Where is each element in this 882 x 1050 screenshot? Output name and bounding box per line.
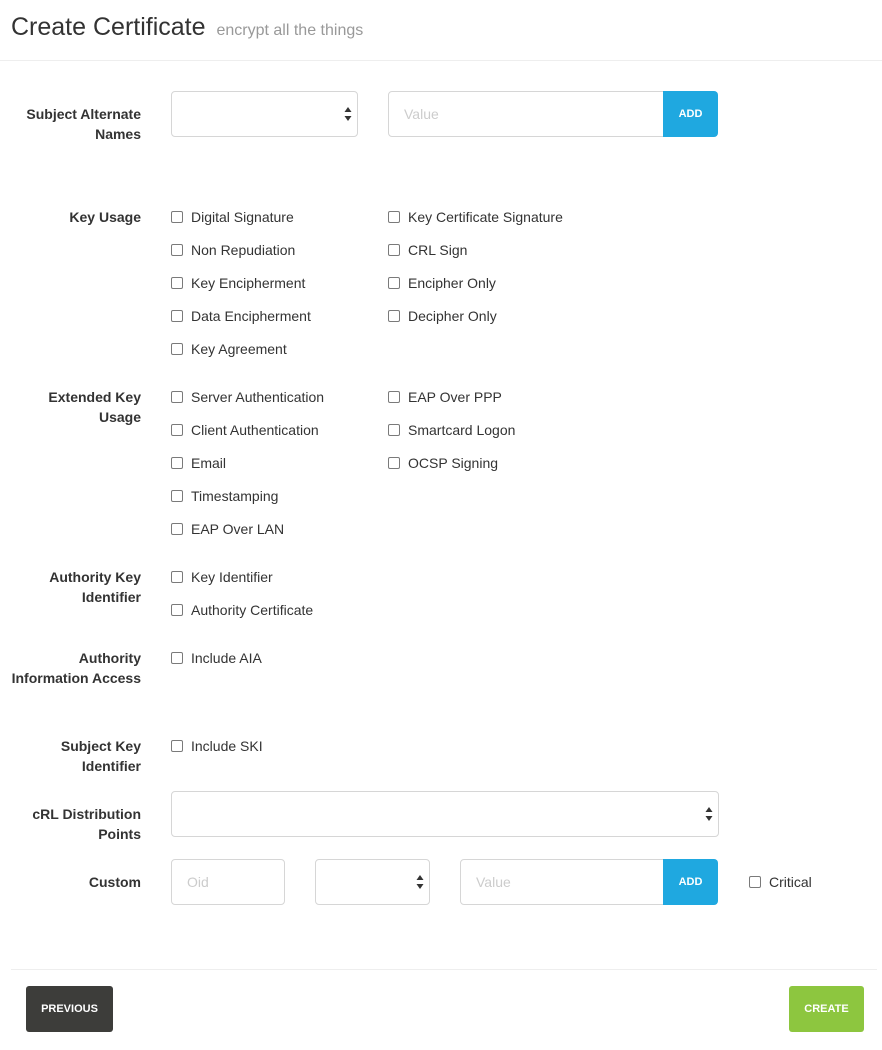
- ku-digital-signature-checkbox[interactable]: Digital Signature: [171, 207, 294, 227]
- aki-authority-certificate-checkbox[interactable]: Authority Certificate: [171, 600, 313, 620]
- eku-eap-over-lan-checkbox[interactable]: EAP Over LAN: [171, 519, 284, 539]
- aki-key-identifier-checkbox[interactable]: Key Identifier: [171, 567, 273, 587]
- ku-decipher-only-checkbox[interactable]: Decipher Only: [388, 306, 497, 326]
- san-type-select[interactable]: [171, 91, 358, 137]
- ku-key-agreement-checkbox[interactable]: Key Agreement: [171, 339, 287, 359]
- create-button[interactable]: CREATE: [789, 986, 864, 1032]
- custom-oid-input[interactable]: Oid: [171, 859, 285, 905]
- page-subtitle: encrypt all the things: [216, 22, 364, 39]
- crl-distribution-points-select[interactable]: [171, 791, 719, 837]
- checkbox-icon[interactable]: [388, 310, 400, 322]
- authority-key-identifier-label: Authority Key Identifier: [49, 569, 141, 605]
- ski-include-checkbox[interactable]: Include SKI: [171, 736, 263, 756]
- custom-value-input[interactable]: Value: [460, 859, 664, 905]
- checkbox-icon[interactable]: [171, 652, 183, 664]
- eku-eap-over-ppp-checkbox[interactable]: EAP Over PPP: [388, 387, 502, 407]
- checkbox-icon[interactable]: [171, 244, 183, 256]
- ku-key-encipherment-checkbox[interactable]: Key Encipherment: [171, 273, 305, 293]
- checkbox-icon[interactable]: [171, 277, 183, 289]
- page-title: [11, 13, 363, 42]
- custom-type-select[interactable]: [315, 859, 430, 905]
- ku-key-cert-sign-checkbox[interactable]: Key Certificate Signature: [388, 207, 563, 227]
- checkbox-icon[interactable]: [388, 211, 400, 223]
- custom-label: Custom: [88, 874, 141, 890]
- custom-critical-checkbox[interactable]: Critical: [749, 872, 812, 892]
- eku-server-auth-checkbox[interactable]: Server Authentication: [171, 387, 324, 407]
- eku-ocsp-signing-checkbox[interactable]: OCSP Signing: [388, 453, 498, 473]
- select-arrows-icon: [416, 874, 424, 890]
- checkbox-icon[interactable]: [171, 490, 183, 502]
- checkbox-icon[interactable]: [171, 523, 183, 535]
- checkbox-icon[interactable]: [171, 457, 183, 469]
- checkbox-icon[interactable]: [171, 310, 183, 322]
- ku-non-repudiation-checkbox[interactable]: Non Repudiation: [171, 240, 295, 260]
- ku-crl-sign-checkbox[interactable]: CRL Sign: [388, 240, 467, 260]
- select-arrows-icon: [705, 806, 713, 822]
- ku-encipher-only-checkbox[interactable]: Encipher Only: [388, 273, 496, 293]
- key-usage-label: Key Usage: [69, 209, 141, 225]
- checkbox-icon[interactable]: [388, 424, 400, 436]
- checkbox-icon[interactable]: [749, 876, 761, 888]
- page-header: [0, 0, 882, 61]
- crl-distribution-points-label: cRL Distribution Points: [32, 806, 141, 842]
- ku-data-encipherment-checkbox[interactable]: Data Encipherment: [171, 306, 311, 326]
- checkbox-icon[interactable]: [388, 277, 400, 289]
- footer-divider: [11, 969, 877, 970]
- subject-key-identifier-label: Subject Key Identifier: [60, 738, 141, 774]
- custom-add-button[interactable]: ADD: [663, 859, 718, 905]
- page-title-text: Create Certificate: [11, 13, 206, 41]
- select-arrows-icon: [344, 106, 352, 122]
- checkbox-icon[interactable]: [171, 604, 183, 616]
- checkbox-icon[interactable]: [388, 244, 400, 256]
- san-add-button[interactable]: ADD: [663, 91, 718, 137]
- checkbox-icon[interactable]: [171, 571, 183, 583]
- checkbox-icon[interactable]: [171, 391, 183, 403]
- checkbox-icon[interactable]: [171, 424, 183, 436]
- checkbox-icon[interactable]: [388, 391, 400, 403]
- aia-include-checkbox[interactable]: Include AIA: [171, 648, 262, 668]
- extended-key-usage-label: Extended Key Usage: [48, 389, 141, 425]
- eku-timestamping-checkbox[interactable]: Timestamping: [171, 486, 278, 506]
- checkbox-icon[interactable]: [388, 457, 400, 469]
- checkbox-icon[interactable]: [171, 343, 183, 355]
- eku-smartcard-logon-checkbox[interactable]: Smartcard Logon: [388, 420, 515, 440]
- san-value-input[interactable]: Value: [388, 91, 664, 137]
- authority-information-access-label: Authority Information Access: [11, 650, 141, 686]
- san-label: Subject Alternate Names: [26, 106, 141, 142]
- previous-button[interactable]: PREVIOUS: [26, 986, 113, 1032]
- eku-email-checkbox[interactable]: Email: [171, 453, 226, 473]
- eku-client-auth-checkbox[interactable]: Client Authentication: [171, 420, 319, 440]
- checkbox-icon[interactable]: [171, 740, 183, 752]
- checkbox-icon[interactable]: [171, 211, 183, 223]
